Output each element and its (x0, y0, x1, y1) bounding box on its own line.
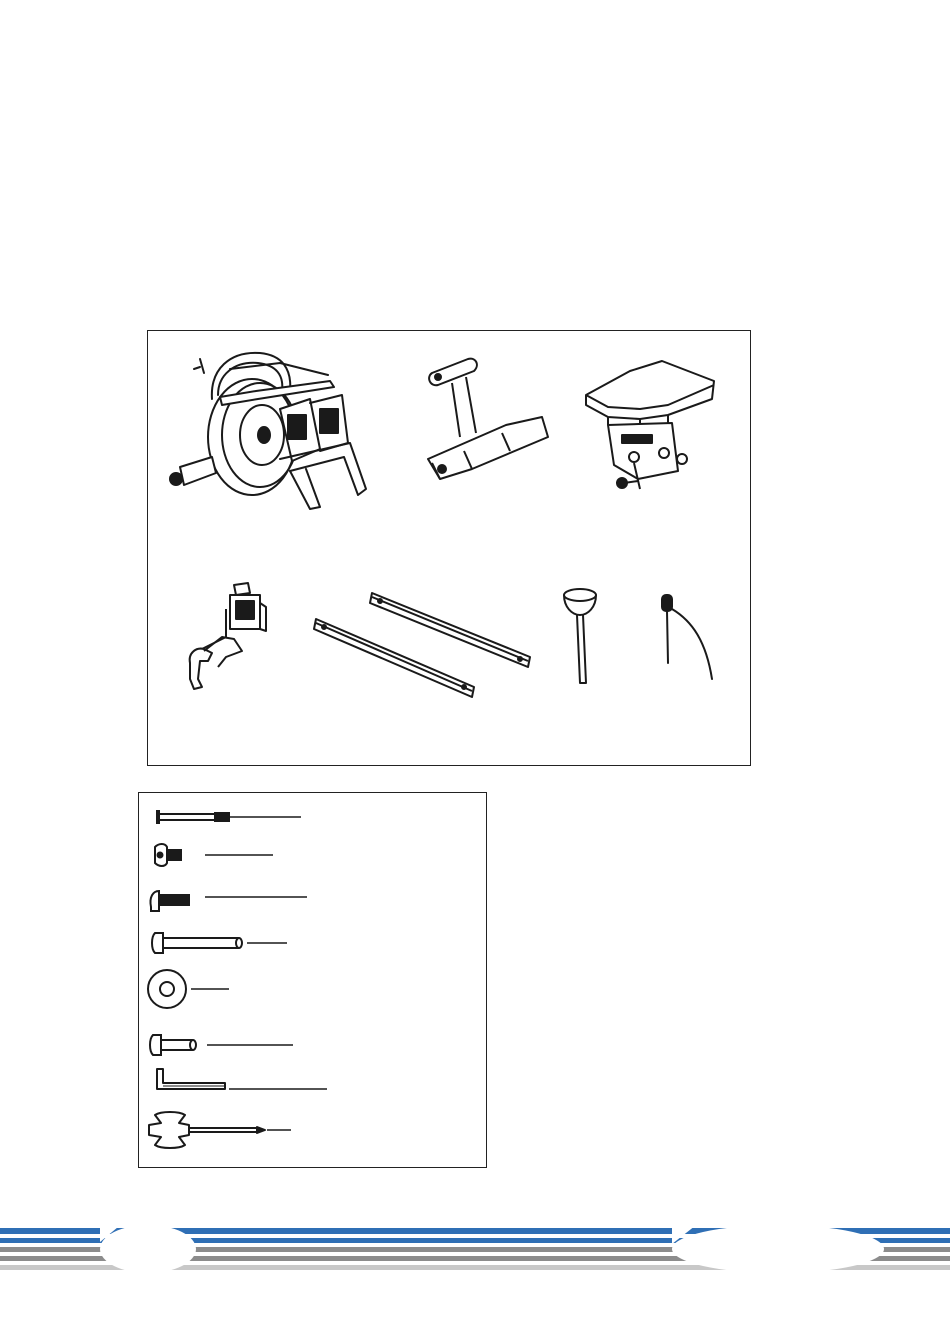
axle-bolt-icon (149, 929, 289, 957)
main-frame-icon (160, 339, 370, 517)
sensor-cable-icon (654, 591, 716, 683)
washer-icon (145, 967, 231, 1011)
footer-left-oval (100, 1225, 196, 1273)
adjustment-knob-icon (560, 585, 600, 685)
footer-right-oval (672, 1225, 884, 1273)
handlebar-icon (418, 351, 550, 485)
seat-assembly-icon (578, 355, 718, 497)
stabilizer-bar-icon (314, 587, 532, 703)
parts-panel (147, 330, 751, 766)
console-bracket-icon (182, 579, 272, 695)
button-head-screw-icon (147, 887, 309, 915)
hardware-panel (138, 792, 487, 1168)
footer-stripes (0, 1222, 950, 1282)
allen-key-icon (153, 1067, 329, 1093)
short-axle-icon (147, 1031, 295, 1059)
short-screw-icon (151, 841, 275, 869)
cross-wrench-icon (145, 1109, 295, 1153)
long-bolt-icon (153, 807, 303, 827)
